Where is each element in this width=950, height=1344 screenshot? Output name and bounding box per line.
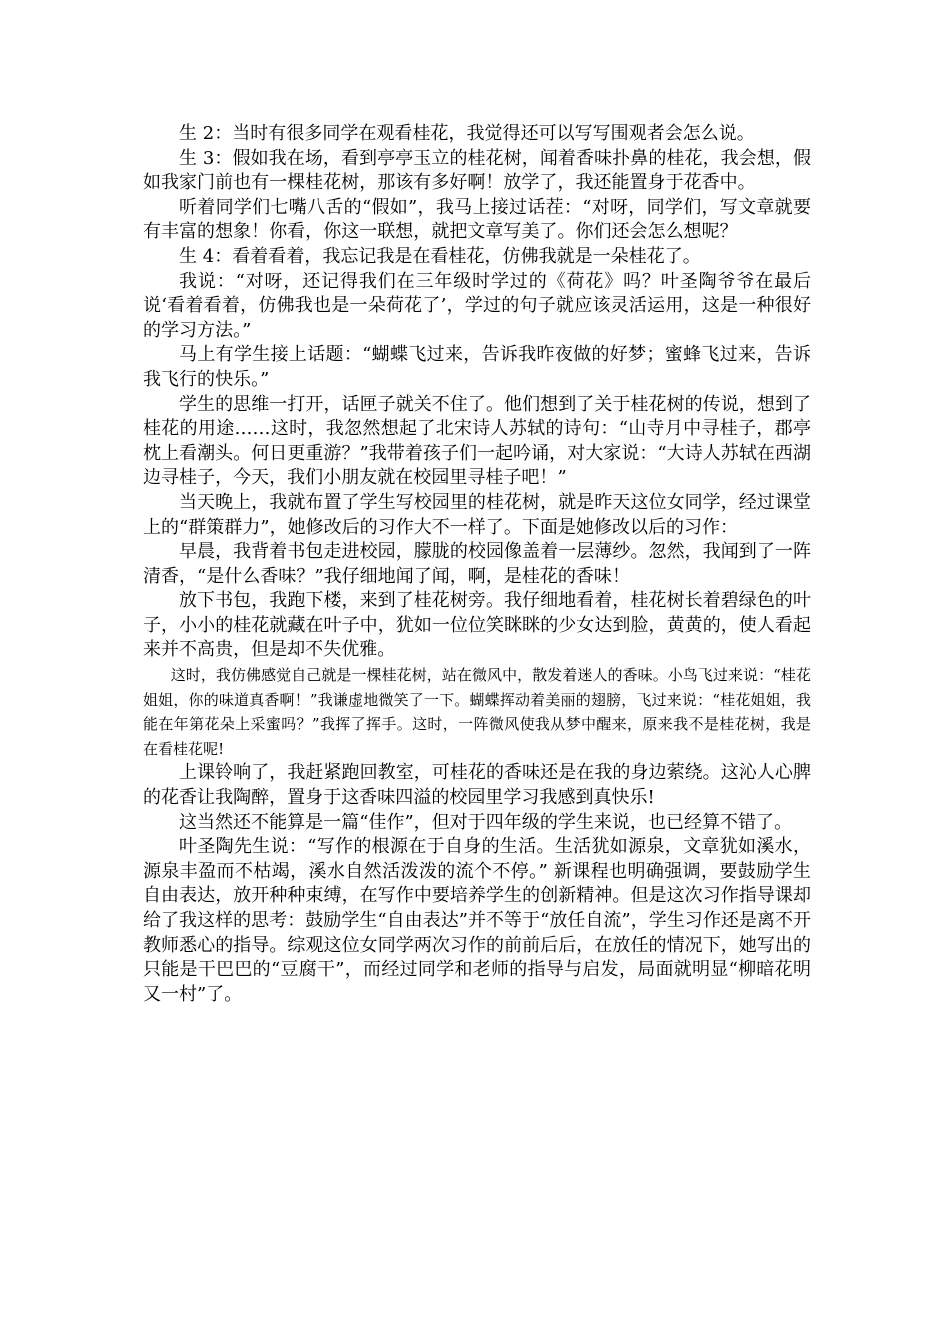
- paragraph-teacher-response: 听着同学们七嘴八舌的“假如”，我马上接过话茬：“对呀，同学们，写文章就要有丰富的想象！你看，你这一联想，就把文章写美了。你们还会怎么想呢？: [143, 196, 811, 243]
- paragraph-essay-dream: 这时，我仿佛感觉自己就是一棵桂花树，站在微风中，散发着迷人的香味。小鸟飞过来说：“桂花姐姐，你的味道真香啊！”我谦虚地微笑了一下。蝴蝶挥动着美丽的翅膀，飞过来说：“桂花姐姐，我能在年第花朵上采蜜吗？”我挥了挥手。这时，一阵微风使我从梦中醒来，原来我不是桂花树，我是在看桂花呢!: [143, 666, 811, 758]
- paragraph-student-4: 生 4：看着看着，我忘记我是在看桂花，仿佛我就是一朵桂花了。: [179, 245, 701, 267]
- paragraph-essay-tree: 放下书包，我跑下楼，来到了桂花树旁。我仔细地看着，桂花树长着碧绿色的叶子，小小的桂花就藏在叶子中，犹如一位位笑眯眯的少女达到脸，黄黄的，使人看起来并不高贵，但是却不失优雅。: [143, 590, 811, 661]
- paragraph-su-shi-poem: 学生的思维一打开，话匣子就关不住了。他们想到了关于桂花树的传说，想到了桂花的用途……这时，我忽然想起了北宋诗人苏轼的诗句：“山寺月中寻桂子，郡亭枕上看潮头。何日更重游？”我带着孩子们一起吟诵，对大家说：“大诗人苏轼在西湖边寻桂子，今天，我们小朋友就在校园里寻桂子吧！”: [143, 393, 811, 489]
- paragraph-evaluation: 这当然还不能算是一篇“佳作”，但对于四年级的学生来说，也已经算不错了。: [179, 811, 793, 833]
- paragraph-essay-morning: 早晨，我背着书包走进校园，朦胧的校园像盖着一层薄纱。忽然，我闻到了一阵清香，“是什么香味？”我仔细地闻了闻，啊，是桂花的香味！: [143, 541, 811, 587]
- paragraph-conclusion: 叶圣陶先生说：“写作的根源在于自身的生活。生活犹如源泉，文章犹如溪水，源泉丰盈而不枯竭，溪水自然活泼泼的流个不停。” 新课程也明确强调，要鼓励学生自由表达，放开种种束缚，在写作中要培养学生的创新精神。但是这次习作指导课却给了我这样的思考：鼓励学生“自由表达”并不等于“放任自流”，学生习作还是离不开教师悉心的指导。综观这位女同学两次习作的前前后后，在放任的情况下，她写出的只能是干巴巴的“豆腐干”，而经过同学和老师的指导与启发，局面就明显“柳暗花明又一村”了。: [143, 836, 811, 1005]
- document-body: [143, 122, 811, 1007]
- paragraph-butterfly-bee: 马上有学生接上话题：“蝴蝶飞过来，告诉我昨夜做的好梦；蜜蜂飞过来，告诉我飞行的快乐。”: [143, 344, 811, 390]
- paragraph-teacher-lotus: 我说：“对呀，还记得我们在三年级时学过的《荷花》吗？叶圣陶爷爷在最后说‘看着看着，仿佛我也是一朵荷花了’，学过的句子就应该灵活运用，这是一种很好的学习方法。”: [143, 270, 811, 341]
- paragraph-student-2: 生 2：当时有很多同学在观看桂花，我觉得还可以写写围观者会怎么说。: [179, 123, 755, 144]
- paragraph-essay-bell: 上课铃响了，我赶紧跑回教室，可桂花的香味还是在我的身边萦绕。这沁人心脾的花香让我陶醉，置身于这香味四溢的校园里学习我感到真快乐!: [143, 762, 811, 809]
- paragraph-assignment: 当天晚上，我就布置了学生写校园里的桂花树，就是昨天这位女同学，经过课堂上的“群策群力”，她修改后的习作大不一样了。下面是她修改以后的习作：: [143, 491, 811, 538]
- paragraph-student-3: 生 3：假如我在场，看到亭亭玉立的桂花树，闻着香味扑鼻的桂花，我会想，假如我家门前也有一棵桂花树，那该有多好啊！放学了，我还能置身于花香中。: [143, 147, 811, 194]
